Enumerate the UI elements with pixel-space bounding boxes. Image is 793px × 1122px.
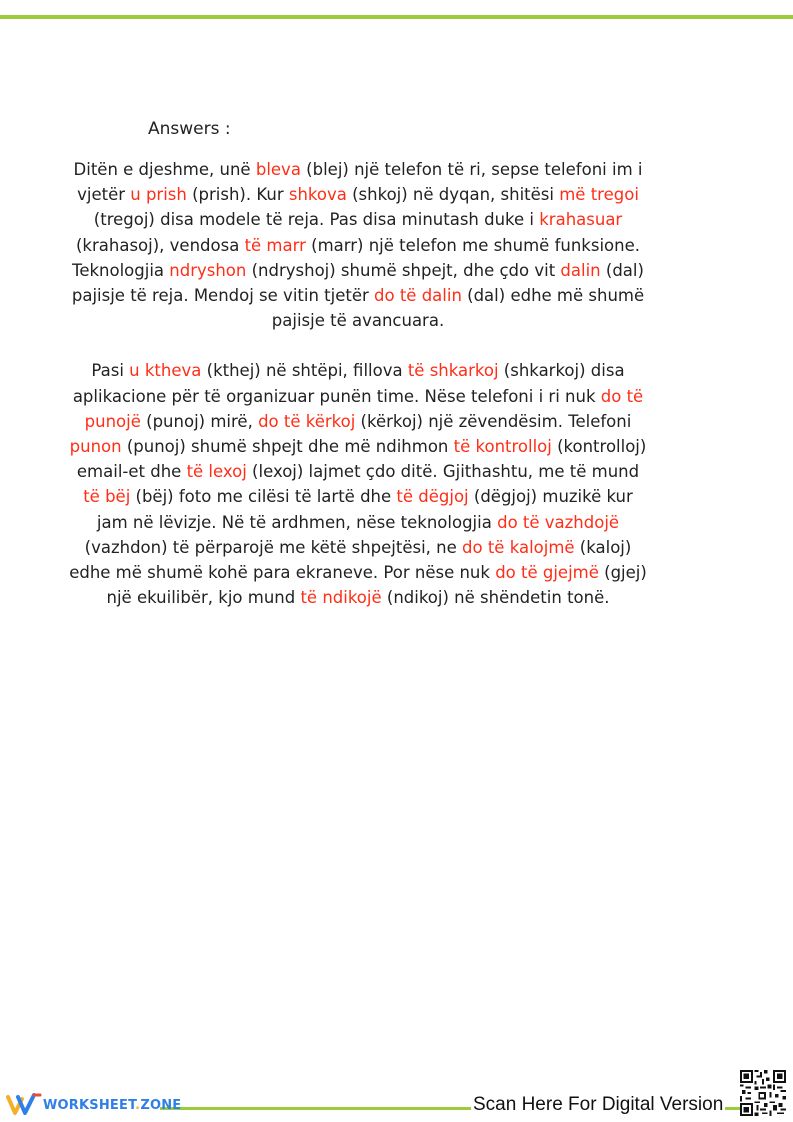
paragraph-text: (dal) edhe më shumë pajisje të avancuara.	[271, 286, 645, 331]
answer-word: të marr	[244, 235, 306, 255]
answers-title: Answers :	[148, 119, 231, 139]
paragraph-text: Ditën e djeshme, unë	[73, 160, 256, 179]
answer-word: u prish	[130, 185, 187, 205]
paragraph-text: (dëgjoj) muzikë kur jam në lëvizje. Në të ardhmen, nëse teknologjia	[96, 487, 633, 532]
paragraph-text: (kërkoj) një zëvendësim. Telefoni	[355, 411, 632, 431]
answer-paragraph-2	[68, 358, 648, 610]
answer-word: dalin	[560, 260, 601, 280]
answer-word: të ndikojë	[300, 588, 382, 608]
worksheetzone-logo-icon	[6, 1093, 42, 1117]
logo-text-suffix: ZONE	[140, 1097, 182, 1113]
answer-word: do të gjejmë	[495, 563, 599, 583]
paragraph-text: (blej) një telefon të ri, sepse telefoni im i vjetër	[77, 160, 643, 205]
answer-word: bleva	[255, 160, 301, 179]
answer-word: të dëgjoj	[396, 487, 469, 507]
answer-word: do të vazhdojë	[497, 512, 620, 532]
answer-word: ndryshon	[169, 260, 247, 280]
paragraph-text: (ndikoj) në shëndetin tonë.	[381, 588, 610, 608]
paragraph-text: (ndryshoj) shumë shpejt, dhe çdo vit	[246, 260, 561, 280]
paragraph-text: (kaloj) edhe më shumë kohë para ekraneve. Por nëse nuk	[69, 537, 632, 583]
paragraph-text: (prish). Kur	[186, 185, 289, 205]
paragraph-text: (shkarkoj) disa aplikacione për të organizuar punën time. Nëse telefoni i ri nuk	[72, 361, 625, 406]
paragraph-text: (lexoj) lajmet çdo ditë. Gjithashtu, me të mund	[246, 462, 640, 482]
paragraph-text: (bëj) foto me cilësi të lartë dhe	[130, 487, 397, 507]
answer-word: të kontrolloj	[453, 437, 552, 457]
paragraph-text: (krahasoj), vendosa	[76, 235, 245, 255]
paragraph-text: (punoj) mirë,	[140, 411, 259, 431]
paragraph-text: Pasi	[91, 361, 130, 381]
answer-paragraph-1	[68, 157, 648, 333]
logo-text-dot: .	[135, 1097, 141, 1113]
answer-word: shkova	[288, 185, 347, 205]
logo-text-main: WORKSHEET	[43, 1097, 136, 1113]
answer-word: u ktheva	[129, 361, 202, 381]
qr-code-icon[interactable]	[740, 1070, 786, 1116]
answer-word: do të punojë	[84, 386, 644, 431]
top-rule	[0, 15, 793, 19]
paragraph-text: (kthej) në shtëpi, fillova	[201, 361, 408, 381]
answer-word: do të kalojmë	[462, 537, 575, 557]
answer-word: të lexoj	[186, 462, 247, 482]
logo-text	[43, 1098, 181, 1113]
answer-word: punon	[69, 437, 122, 457]
paragraph-text: (kontrolloj) email-et dhe	[76, 437, 647, 482]
paragraph-text: (punoj) shumë shpejt dhe më ndihmon	[121, 437, 454, 457]
answer-word: të shkarkoj	[407, 361, 499, 381]
paragraph-text: (vazhdon) të përparojë me këtë shpejtësi, ne	[84, 537, 463, 557]
answers-section	[68, 118, 648, 610]
paragraph-text: (marr) një telefon me shumë funksione. Teknologjia	[72, 235, 640, 280]
answer-word: të bëj	[83, 487, 131, 507]
paragraph-text: (tregoj) disa modele të reja. Pas disa minutash duke i	[93, 210, 540, 230]
answer-word: krahasuar	[539, 210, 623, 230]
answer-word: më tregoi	[559, 185, 639, 205]
paragraph-text: (dal) pajisje të reja. Mendoj se vitin tjetër	[71, 260, 644, 306]
worksheetzone-logo[interactable]	[6, 1092, 181, 1118]
answer-word: do të kërkoj	[258, 411, 356, 431]
scan-here-text: Scan Here For Digital Version	[473, 1094, 724, 1115]
answer-word: do të dalin	[374, 286, 462, 306]
paragraph-text: (shkoj) në dyqan, shitësi	[346, 185, 560, 205]
paragraph-text: (gjej) një ekuilibër, kjo mund	[106, 563, 647, 608]
